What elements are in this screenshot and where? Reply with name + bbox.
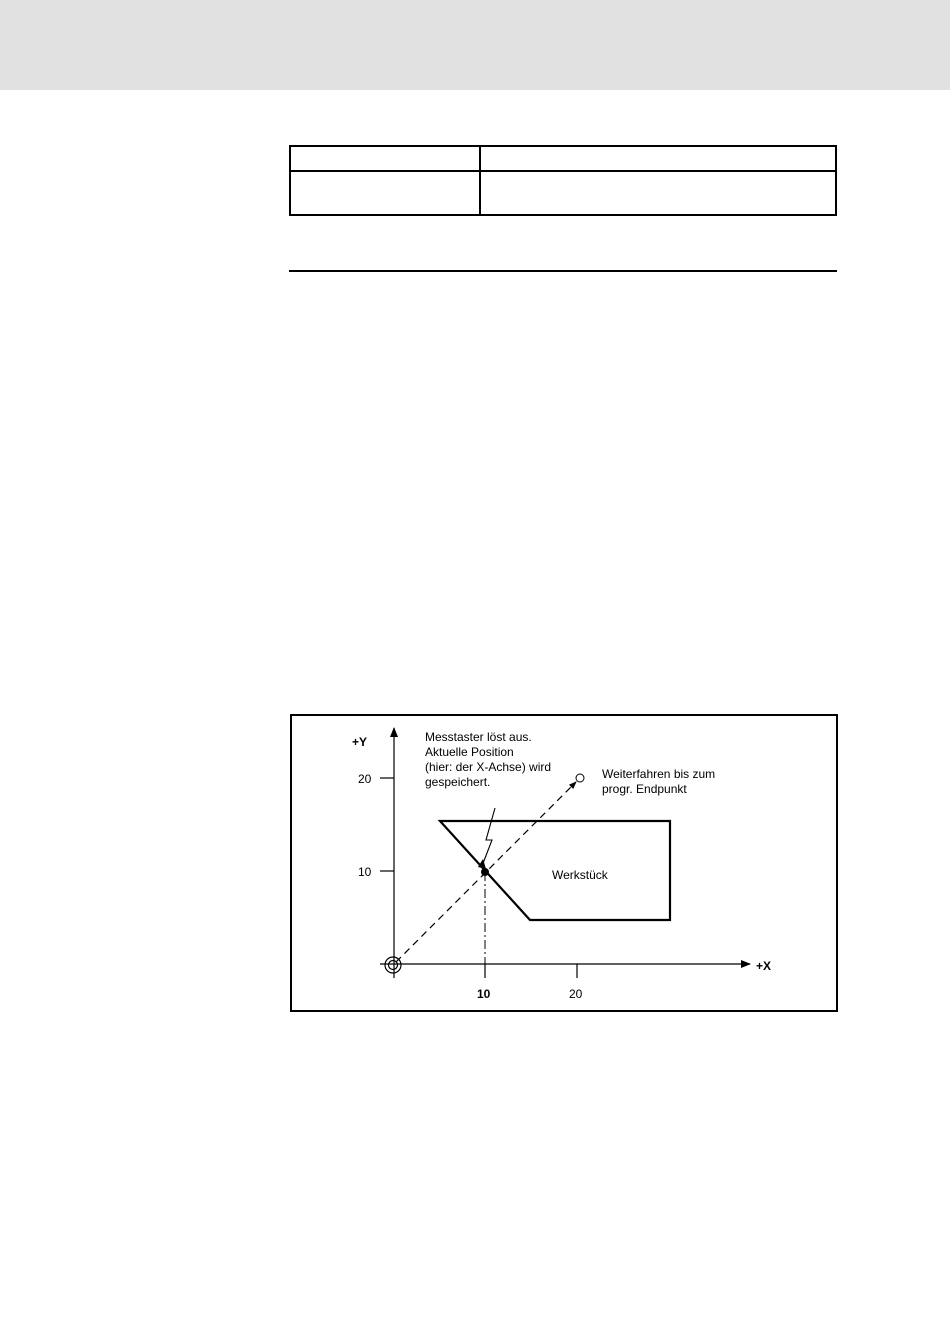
x-tick-label-20: 20 bbox=[569, 987, 583, 1001]
figure-canvas bbox=[292, 716, 836, 1010]
y-tick-label-10: 10 bbox=[358, 865, 372, 879]
page-header-band bbox=[0, 0, 950, 90]
y-tick-label-20: 20 bbox=[358, 772, 372, 786]
y-axis-label: +Y bbox=[352, 735, 368, 749]
table-cell bbox=[480, 146, 836, 171]
table-row bbox=[290, 171, 836, 215]
table-cell bbox=[290, 171, 480, 215]
continue-note-line: progr. Endpunkt bbox=[602, 782, 687, 796]
table-cell bbox=[290, 146, 480, 171]
programmed-endpoint-marker bbox=[576, 774, 584, 782]
table-row bbox=[290, 146, 836, 171]
trigger-lightning-icon bbox=[482, 808, 495, 866]
section-divider bbox=[289, 270, 837, 272]
parameter-table bbox=[289, 145, 837, 216]
trigger-note bbox=[425, 730, 554, 789]
probe-measurement-figure bbox=[290, 714, 838, 1012]
trigger-note-line: gespeichert. bbox=[425, 775, 491, 789]
trigger-note-line: (hier: der X-Achse) wird bbox=[425, 760, 552, 774]
continue-note-line: Weiterfahren bis zum bbox=[602, 767, 716, 781]
table-cell bbox=[480, 171, 836, 215]
x-tick-label-10: 10 bbox=[477, 987, 491, 1001]
x-axis-label: +X bbox=[756, 959, 772, 973]
continue-note bbox=[602, 767, 719, 796]
workpiece-label: Werkstück bbox=[552, 868, 608, 882]
trigger-note-line: Aktuelle Position bbox=[425, 745, 514, 759]
trigger-point bbox=[481, 868, 489, 876]
trigger-note-line: Messtaster löst aus. bbox=[425, 730, 532, 744]
